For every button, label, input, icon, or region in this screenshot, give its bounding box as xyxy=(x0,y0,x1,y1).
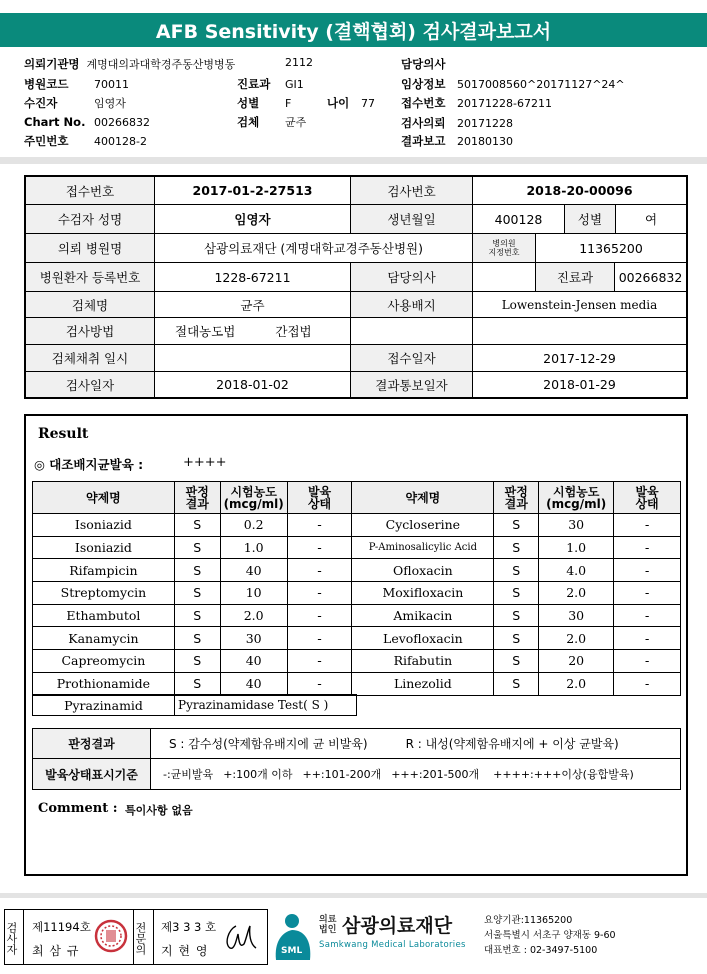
growth-value: ++++ xyxy=(183,455,227,470)
header-specimen: 검체 균주 xyxy=(237,115,307,129)
label-hospital: 의뢰 병원명 xyxy=(25,233,155,263)
table-row xyxy=(33,627,681,650)
legend-growth-label: 발육상태표시기준 xyxy=(33,759,151,790)
header-hosp-code: 병원코드 70011 xyxy=(24,77,129,91)
value-sex: 여 xyxy=(615,204,687,234)
value-collect xyxy=(154,344,351,372)
tester-no: 제11194호 xyxy=(32,920,91,934)
cell-l-grow: - xyxy=(287,627,352,650)
header-rrn: 주민번호 400128-2 xyxy=(24,134,147,148)
cell-l-res: S xyxy=(174,536,220,559)
value-method: 절대농도법 간접법 xyxy=(154,317,351,345)
legend-judge-values: S : 감수성(약제함유배지에 균 비발육) R : 내성(약제함유배지에 + 이상 균발육) xyxy=(151,729,681,759)
report-title: AFB Sensitivity (결핵협회) 검사결과보고서 xyxy=(155,20,552,43)
header-dept: 진료과 GI1 xyxy=(237,77,304,91)
cell-r-conc: 1.0 xyxy=(539,536,614,559)
doctor-no: 제3 3 3 호 xyxy=(161,920,217,934)
cell-r-res: S xyxy=(494,536,539,559)
header-inst: 의뢰기관명 계명대의과대학경주동산병병동 xyxy=(24,57,236,71)
cell-r-conc: 2.0 xyxy=(539,627,614,650)
cell-r-conc: 20 xyxy=(539,650,614,673)
th-drug-2: 약제명 xyxy=(352,482,494,514)
label-method: 검사방법 xyxy=(25,317,155,345)
th-growth-2: 발육 상태 xyxy=(614,482,681,514)
cell-l-drug: Isoniazid xyxy=(33,536,175,559)
org-address: 서울특별시 서초구 양재동 9-60 xyxy=(484,930,616,941)
org-phone: 대표번호 : 02-3497-5100 xyxy=(484,945,598,956)
label-receive-date: 접수일자 xyxy=(350,344,473,372)
cell-r-grow: - xyxy=(614,582,681,605)
footer-separator xyxy=(0,893,707,898)
th-conc-2: 시험농도 (mcg/ml) xyxy=(539,482,614,514)
cell-l-grow: - xyxy=(287,650,352,673)
cell-r-drug: Amikacin xyxy=(352,604,494,627)
cell-r-drug: Levofloxacin xyxy=(352,627,494,650)
value-method-blank xyxy=(350,317,473,345)
cell-r-grow: - xyxy=(614,559,681,582)
pza-drug: Pyrazinamid xyxy=(32,694,175,716)
cell-r-grow: - xyxy=(614,514,681,537)
cell-l-conc: 0.2 xyxy=(220,514,287,537)
label-test-date: 검사일자 xyxy=(25,371,155,398)
cell-r-conc: 30 xyxy=(539,514,614,537)
header-doctor: 담당의사 xyxy=(401,57,446,71)
header-sex: 성별 F xyxy=(237,96,292,110)
table-row xyxy=(33,650,681,673)
header-inst-code: 2112 xyxy=(285,56,313,69)
cell-l-res: S xyxy=(174,559,220,582)
tester-name: 최 삼 규 xyxy=(32,944,80,958)
label-receipt: 접수번호 xyxy=(25,176,155,205)
cell-l-res: S xyxy=(174,514,220,537)
table-row xyxy=(33,514,681,537)
cell-l-conc: 2.0 xyxy=(220,604,287,627)
header-chart: Chart No. 00266832 xyxy=(24,115,150,129)
sensitivity-table xyxy=(32,481,681,696)
cell-r-grow: - xyxy=(614,536,681,559)
cell-l-grow: - xyxy=(287,604,352,627)
table-row xyxy=(33,536,681,559)
value-dept: 00266832 xyxy=(614,262,687,292)
org-name: 삼광의료재단 xyxy=(342,915,453,937)
value-patient-no: 1228-67211 xyxy=(154,262,351,292)
header-clinical: 임상정보 5017008560^20171127^24^ xyxy=(401,77,625,91)
th-conc: 시험농도 (mcg/ml) xyxy=(220,482,287,514)
cell-r-drug: Rifabutin xyxy=(352,650,494,673)
value-hosp-designation: 11365200 xyxy=(535,233,687,263)
value-method-blank2 xyxy=(472,317,687,345)
org-code: 요양기관:11365200 xyxy=(484,915,573,926)
value-specimen: 균주 xyxy=(154,291,351,318)
cell-r-drug: Cycloserine xyxy=(352,514,494,537)
corp-type: 의료 법인 xyxy=(319,915,337,935)
cell-l-drug: Ethambutol xyxy=(33,604,175,627)
label-patient-no: 병원환자 등록번호 xyxy=(25,262,155,292)
cell-l-conc: 30 xyxy=(220,627,287,650)
cell-l-drug: Capreomycin xyxy=(33,650,175,673)
th-drug: 약제명 xyxy=(33,482,175,514)
value-receipt: 2017-01-2-27513 xyxy=(154,176,351,205)
cell-l-grow: - xyxy=(287,559,352,582)
result-label: Result xyxy=(38,426,89,442)
cell-r-drug: P-Aminosalicylic Acid xyxy=(352,536,494,559)
pza-test: Pyrazinamidase Test( S ) xyxy=(174,694,357,716)
label-name: 수검자 성명 xyxy=(25,204,155,234)
cell-r-res: S xyxy=(494,627,539,650)
table-row xyxy=(33,559,681,582)
cell-r-res: S xyxy=(494,672,539,695)
header-report: 결과보고 20180130 xyxy=(401,134,513,148)
cell-r-res: S xyxy=(494,604,539,627)
label-collect: 검체채취 일시 xyxy=(25,344,155,372)
label-dept: 진료과 xyxy=(535,262,615,292)
header-age: 나이 77 xyxy=(327,96,375,110)
cell-r-grow: - xyxy=(614,604,681,627)
cell-l-drug: Rifampicin xyxy=(33,559,175,582)
comment-label: Comment : xyxy=(38,801,118,816)
separator xyxy=(0,157,707,164)
legend-growth-values: -:균비발육 +:100개 이하 ++:101-200개 +++:201-500개 ++++:+++이상(융합발육) xyxy=(151,759,681,790)
th-judge-2: 판정 결과 xyxy=(494,482,539,514)
label-hosp-designation: 병의원 지정번호 xyxy=(472,233,536,263)
cell-r-drug: Moxifloxacin xyxy=(352,582,494,605)
comment-value: 특이사항 없음 xyxy=(125,804,193,817)
header-receipt: 접수번호 20171228-67211 xyxy=(401,96,552,110)
legend-judge-label: 판정결과 xyxy=(33,729,151,759)
table-row xyxy=(33,604,681,627)
label-specimen: 검체명 xyxy=(25,291,155,318)
cell-l-grow: - xyxy=(287,672,352,695)
cell-r-res: S xyxy=(494,514,539,537)
doctor-name: 지 현 영 xyxy=(161,944,209,958)
cell-r-conc: 4.0 xyxy=(539,559,614,582)
th-judge: 판정 결과 xyxy=(174,482,220,514)
cell-r-res: S xyxy=(494,650,539,673)
value-receive-date: 2017-12-29 xyxy=(472,344,687,372)
cell-l-drug: Streptomycin xyxy=(33,582,175,605)
label-notify-date: 결과통보일자 xyxy=(350,371,473,398)
value-media: Lowenstein-Jensen media xyxy=(472,291,687,318)
cell-r-grow: - xyxy=(614,672,681,695)
tester-seal-icon xyxy=(93,918,129,954)
label-sex: 성별 xyxy=(564,204,616,234)
label-media: 사용배지 xyxy=(350,291,473,318)
cell-l-res: S xyxy=(174,672,220,695)
label-birth: 생년월일 xyxy=(350,204,473,234)
legend-table xyxy=(32,728,681,790)
cell-r-conc: 2.0 xyxy=(539,672,614,695)
cell-r-grow: - xyxy=(614,627,681,650)
doctor-signature-icon xyxy=(222,920,258,954)
cell-r-drug: Linezolid xyxy=(352,672,494,695)
value-doctor xyxy=(472,262,536,292)
cell-l-res: S xyxy=(174,582,220,605)
org-name-en: Samkwang Medical Laboratories xyxy=(319,940,466,950)
svg-text:SML: SML xyxy=(281,946,303,956)
cell-l-res: S xyxy=(174,650,220,673)
header-recipient: 수진자 임영자 xyxy=(24,96,126,110)
value-test-no: 2018-20-00096 xyxy=(472,176,687,205)
cell-r-grow: - xyxy=(614,650,681,673)
header-request: 검사의뢰 20171228 xyxy=(401,116,513,130)
cell-l-grow: - xyxy=(287,536,352,559)
cell-l-conc: 40 xyxy=(220,650,287,673)
label-doctor: 담당의사 xyxy=(350,262,473,292)
label-test-no: 검사번호 xyxy=(350,176,473,205)
value-birth: 400128 xyxy=(472,204,565,234)
cell-l-conc: 40 xyxy=(220,672,287,695)
cell-l-conc: 40 xyxy=(220,559,287,582)
cell-l-conc: 10 xyxy=(220,582,287,605)
cell-r-drug: Ofloxacin xyxy=(352,559,494,582)
cell-l-conc: 1.0 xyxy=(220,536,287,559)
th-growth: 발육 상태 xyxy=(287,482,352,514)
cell-l-grow: - xyxy=(287,582,352,605)
table-row xyxy=(33,582,681,605)
value-test-date: 2018-01-02 xyxy=(154,371,351,398)
cell-r-res: S xyxy=(494,582,539,605)
value-hospital: 삼광의료재단 (계명대학교경주동산병원) xyxy=(154,233,473,263)
table-row xyxy=(33,672,681,695)
cell-l-res: S xyxy=(174,627,220,650)
tester-label: 검사자 xyxy=(4,909,24,965)
value-name: 임영자 xyxy=(154,204,351,234)
growth-label: ◎ 대조배지균발육 : xyxy=(34,457,144,472)
cell-l-drug: Isoniazid xyxy=(33,514,175,537)
doctor-sign-label: 전문의 xyxy=(133,909,154,965)
cell-r-res: S xyxy=(494,559,539,582)
cell-l-drug: Kanamycin xyxy=(33,627,175,650)
cell-r-conc: 2.0 xyxy=(539,582,614,605)
report-title-bar xyxy=(0,13,707,47)
sml-logo-icon xyxy=(272,912,316,962)
cell-l-grow: - xyxy=(287,514,352,537)
cell-l-drug: Prothionamide xyxy=(33,672,175,695)
cell-l-res: S xyxy=(174,604,220,627)
cell-r-conc: 30 xyxy=(539,604,614,627)
value-notify-date: 2018-01-29 xyxy=(472,371,687,398)
